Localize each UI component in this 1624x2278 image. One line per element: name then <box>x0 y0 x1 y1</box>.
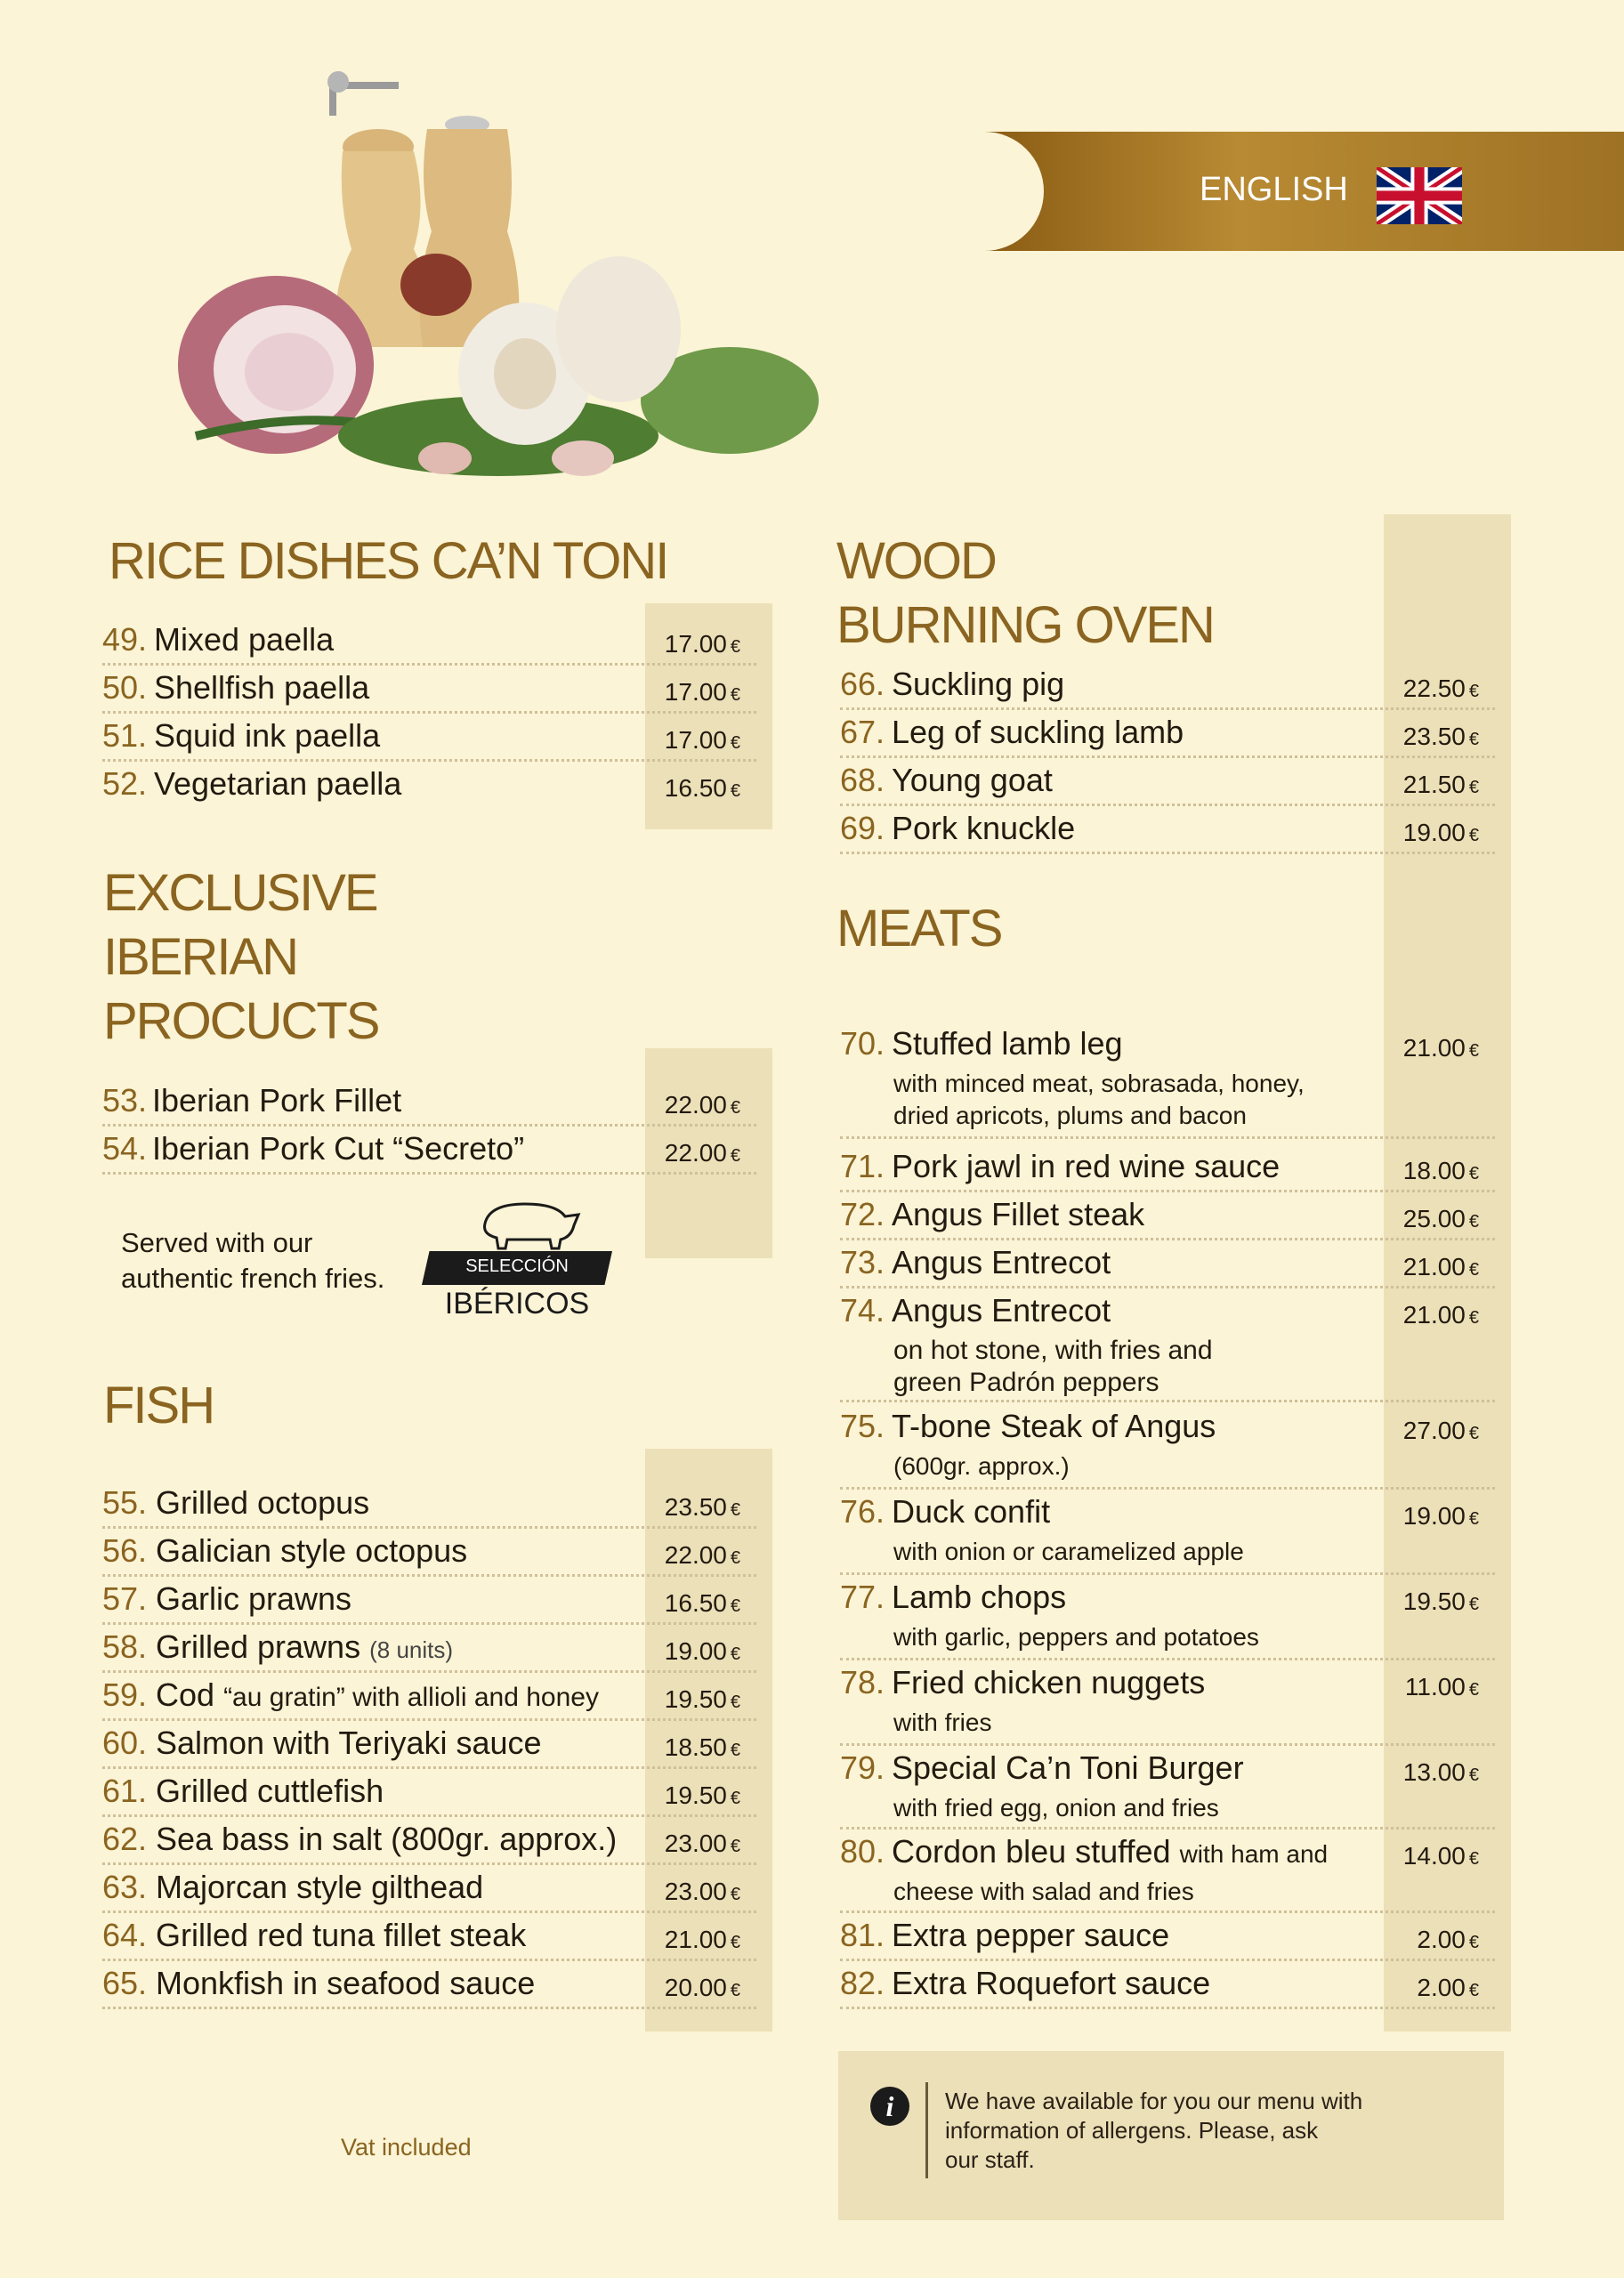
currency-symbol: € <box>730 1596 740 1616</box>
item-price: 21.00 <box>664 1926 727 1953</box>
item-number: 82. <box>840 1965 885 2001</box>
menu-item <box>102 1769 756 1817</box>
currency-symbol: € <box>1468 1765 1479 1785</box>
item-price: 14.00 <box>1402 1842 1466 1870</box>
menu-item <box>840 1192 1495 1240</box>
section-title-iberian: EXCLUSIVE IBERIAN PROCUCTS <box>103 864 379 1050</box>
currency-symbol: € <box>730 1741 740 1760</box>
item-price: 17.00 <box>664 726 727 754</box>
info-icon: i <box>870 2087 909 2126</box>
spices-illustration <box>160 62 836 489</box>
item-name: Galician style octopus <box>156 1532 468 1569</box>
section-title-fish: FISH <box>103 1377 214 1434</box>
item-name: Suckling pig <box>892 666 1065 702</box>
menu-item <box>840 1575 1495 1660</box>
item-extra: “au gratin” with allioli and honey <box>223 1683 599 1712</box>
menu-item <box>102 714 756 762</box>
item-name: Salmon with Teriyaki sauce <box>156 1725 542 1761</box>
item-number: 68. <box>840 762 885 798</box>
item-number: 58. <box>102 1628 148 1665</box>
item-name: Cordon bleu stuffed <box>892 1833 1171 1870</box>
uk-flag-icon <box>1377 167 1462 224</box>
item-number: 70. <box>840 1025 885 1062</box>
item-price: 27.00 <box>1402 1417 1466 1444</box>
item-price: 19.00 <box>1402 1502 1466 1530</box>
item-number: 62. <box>102 1821 148 1857</box>
menu-item <box>840 1660 1495 1746</box>
item-price: 18.00 <box>1402 1157 1466 1184</box>
currency-symbol: € <box>1468 1680 1479 1700</box>
item-name: Iberian Pork Fillet <box>152 1082 402 1119</box>
item-price: 19.50 <box>664 1781 727 1809</box>
item-number: 81. <box>840 1917 885 1953</box>
item-number: 65. <box>102 1965 148 2001</box>
item-number: 52. <box>102 765 148 802</box>
menu-item <box>840 1746 1495 1830</box>
menu-item <box>102 666 756 714</box>
item-price-wrap <box>665 1685 740 1714</box>
currency-symbol: € <box>730 1692 740 1712</box>
item-description: on hot stone, with fries and green Padrón peppers <box>893 1336 1213 1397</box>
item-number: 55. <box>102 1484 148 1521</box>
item-price: 16.50 <box>664 774 727 802</box>
item-price: 21.50 <box>1402 771 1466 798</box>
item-name: Vegetarian paella <box>154 765 402 802</box>
item-name: Lamb chops <box>892 1579 1067 1615</box>
menu-item <box>102 1913 756 1961</box>
item-price: 19.00 <box>1402 819 1466 846</box>
menu-item <box>102 1961 756 2009</box>
menu-item <box>102 1865 756 1913</box>
item-price-wrap <box>665 1974 740 2002</box>
item-number: 78. <box>840 1664 885 1700</box>
menu-item <box>840 1240 1495 1288</box>
item-number: 57. <box>102 1580 148 1617</box>
item-name: Grilled cuttlefish <box>156 1773 384 1809</box>
item-price-wrap <box>665 1830 740 1858</box>
currency-symbol: € <box>730 1981 740 2000</box>
item-price-wrap <box>1403 771 1479 799</box>
item-price-wrap <box>665 1733 740 1762</box>
menu-item <box>840 662 1495 710</box>
item-number: 63. <box>102 1869 148 1905</box>
item-name: Angus Fillet steak <box>892 1196 1145 1232</box>
item-name: T-bone Steak of Angus <box>892 1408 1216 1444</box>
menu-item <box>840 1288 1495 1402</box>
item-number: 67. <box>840 714 885 750</box>
currency-symbol: € <box>1468 1212 1479 1232</box>
item-price-wrap <box>665 1139 740 1167</box>
item-number: 66. <box>840 666 885 702</box>
item-description: cheese with salad and fries <box>893 1878 1194 1905</box>
item-number: 73. <box>840 1244 885 1280</box>
menu-item <box>102 1625 756 1673</box>
item-name: Majorcan style gilthead <box>156 1869 484 1905</box>
item-price: 19.50 <box>664 1685 727 1713</box>
item-price: 19.00 <box>664 1637 727 1665</box>
currency-symbol: € <box>730 1500 740 1520</box>
currency-symbol: € <box>730 1885 740 1904</box>
item-price: 21.00 <box>1402 1034 1466 1062</box>
item-price: 25.00 <box>1402 1205 1466 1232</box>
item-name: Grilled prawns <box>156 1628 361 1665</box>
badge-bottom-text: IBÉRICOS <box>444 1287 590 1321</box>
language-label: ENGLISH <box>1200 171 1348 208</box>
item-name: Cod <box>156 1676 215 1713</box>
item-price-wrap <box>665 1878 740 1906</box>
item-name: Sea bass in salt (800gr. approx.) <box>156 1821 618 1857</box>
item-price: 20.00 <box>664 1974 727 2001</box>
menu-item <box>102 1529 756 1577</box>
item-number: 74. <box>840 1292 885 1329</box>
badge-top-text: SELECCIÓN <box>465 1256 569 1276</box>
currency-symbol: € <box>1468 826 1479 845</box>
currency-symbol: € <box>730 685 740 705</box>
item-number: 69. <box>840 810 885 846</box>
menu-item <box>102 1127 756 1175</box>
section-title-rice: RICE DISHES CA’N TONI <box>109 532 668 590</box>
item-price: 11.00 <box>1404 1673 1466 1700</box>
menu-item <box>102 1673 756 1721</box>
item-price: 16.50 <box>664 1589 727 1617</box>
item-name: Mixed paella <box>154 621 335 658</box>
currency-symbol: € <box>730 733 740 753</box>
item-name: Stuffed lamb leg <box>892 1025 1123 1062</box>
item-description: with fried egg, onion and fries <box>893 1794 1219 1822</box>
menu-item <box>102 1721 756 1769</box>
currency-symbol: € <box>1468 1933 1479 1952</box>
item-number: 72. <box>840 1196 885 1232</box>
menu-item <box>102 1481 756 1529</box>
item-price: 13.00 <box>1402 1758 1466 1786</box>
item-name: Leg of suckling lamb <box>892 714 1184 750</box>
item-name: Squid ink paella <box>154 717 381 754</box>
menu-item <box>102 1817 756 1865</box>
item-price: 17.00 <box>664 630 727 658</box>
item-price: 21.00 <box>1402 1301 1466 1329</box>
item-price-wrap <box>665 678 740 707</box>
vat-note: Vat included <box>341 2134 472 2161</box>
item-name: Angus Entrecot <box>892 1292 1111 1329</box>
currency-symbol: € <box>730 1548 740 1568</box>
item-name: Iberian Pork Cut “Secreto” <box>152 1130 525 1167</box>
item-price-wrap <box>1403 1157 1479 1185</box>
currency-symbol: € <box>1468 1981 1479 2000</box>
item-price: 2.00 <box>1417 1974 1466 2001</box>
item-name: Duck confit <box>892 1493 1051 1530</box>
item-price: 22.50 <box>1402 675 1466 702</box>
item-name: Extra pepper sauce <box>892 1917 1170 1953</box>
item-number: 75. <box>840 1408 885 1444</box>
menu-item <box>840 1961 1495 2009</box>
item-number: 79. <box>840 1749 885 1786</box>
item-price: 2.00 <box>1417 1926 1466 1953</box>
pig-icon <box>472 1197 587 1250</box>
item-price-wrap <box>665 1589 740 1618</box>
item-name: Grilled red tuna fillet steak <box>156 1917 527 1953</box>
menu-item <box>840 710 1495 758</box>
item-price: 23.50 <box>1402 723 1466 750</box>
currency-symbol: € <box>1468 1308 1479 1328</box>
item-description: with onion or caramelized apple <box>893 1538 1244 1565</box>
item-price: 17.00 <box>664 678 727 706</box>
item-name: Extra Roquefort sauce <box>892 1965 1211 2001</box>
menu-item <box>840 1144 1495 1192</box>
menu-item <box>102 1577 756 1625</box>
item-price-wrap <box>665 1926 740 1954</box>
menu-item <box>840 806 1495 854</box>
menu-item <box>840 1830 1495 1913</box>
currency-symbol: € <box>1468 730 1479 749</box>
item-number: 53. <box>102 1082 148 1119</box>
item-price-wrap <box>1417 1974 1479 2002</box>
currency-symbol: € <box>730 1644 740 1664</box>
item-price-wrap <box>665 1781 740 1810</box>
item-price-wrap <box>665 1637 740 1666</box>
currency-symbol: € <box>1468 1164 1479 1183</box>
item-name-wrap <box>156 1628 453 1666</box>
item-name: Angus Entrecot <box>892 1244 1111 1280</box>
menu-item <box>840 1490 1495 1575</box>
item-price-wrap <box>1403 1502 1479 1531</box>
item-price: 23.00 <box>664 1878 727 1905</box>
currency-symbol: € <box>1468 1424 1479 1443</box>
item-price-wrap <box>1403 1034 1479 1062</box>
item-number: 60. <box>102 1725 148 1761</box>
divider <box>925 2082 928 2178</box>
item-name: Special Ca’n Toni Burger <box>892 1749 1244 1786</box>
item-name: Pork jawl in red wine sauce <box>892 1148 1281 1184</box>
item-name: Garlic prawns <box>156 1580 352 1617</box>
currency-symbol: € <box>1468 1595 1479 1614</box>
menu-item <box>102 1078 756 1127</box>
currency-symbol: € <box>730 1146 740 1166</box>
currency-symbol: € <box>730 1933 740 1952</box>
currency-symbol: € <box>1468 1041 1479 1061</box>
item-price-wrap <box>1403 1301 1479 1329</box>
item-price-wrap <box>1403 1842 1479 1870</box>
item-name: Fried chicken nuggets <box>892 1664 1206 1700</box>
item-price-wrap <box>1403 723 1479 751</box>
item-price: 23.50 <box>664 1493 727 1521</box>
menu-item <box>840 1913 1495 1961</box>
item-number: 50. <box>102 669 148 706</box>
item-price: 21.00 <box>1402 1253 1466 1280</box>
menu-item <box>840 758 1495 806</box>
currency-symbol: € <box>730 1789 740 1808</box>
item-description: (600gr. approx.) <box>893 1452 1070 1480</box>
item-description: with fries <box>893 1708 992 1736</box>
item-price-wrap <box>665 630 740 658</box>
item-price-wrap <box>1417 1926 1479 1954</box>
item-number: 77. <box>840 1579 885 1615</box>
item-number: 80. <box>840 1833 885 1870</box>
item-price-wrap <box>1403 1758 1479 1787</box>
item-name: Grilled octopus <box>156 1484 370 1521</box>
item-number: 56. <box>102 1532 148 1569</box>
item-description: with garlic, peppers and potatoes <box>893 1623 1259 1651</box>
item-number: 59. <box>102 1676 148 1713</box>
item-number: 64. <box>102 1917 148 1953</box>
item-price-wrap <box>1403 819 1479 847</box>
item-price-wrap <box>665 1493 740 1522</box>
item-name: Pork knuckle <box>892 810 1076 846</box>
currency-symbol: € <box>730 637 740 657</box>
currency-symbol: € <box>730 1098 740 1118</box>
currency-symbol: € <box>1468 1509 1479 1529</box>
item-price-wrap <box>665 774 740 803</box>
item-number: 49. <box>102 621 148 658</box>
item-number: 61. <box>102 1773 148 1809</box>
item-name: Young goat <box>892 762 1053 798</box>
item-price-wrap <box>1405 1673 1479 1701</box>
currency-symbol: € <box>1468 1849 1479 1869</box>
item-price-wrap <box>665 726 740 755</box>
item-price: 22.00 <box>664 1139 727 1167</box>
iberian-note: Served with our authentic french fries. <box>121 1227 385 1294</box>
item-name-wrap <box>156 1676 599 1714</box>
item-extra: (8 units) <box>369 1636 454 1663</box>
currency-symbol: € <box>1468 778 1479 797</box>
section-title-oven: WOOD BURNING OVEN <box>836 532 1214 654</box>
item-price-wrap <box>1403 1205 1479 1233</box>
item-price-wrap <box>1403 1417 1479 1445</box>
section-title-meats: MEATS <box>836 900 1002 957</box>
item-price-wrap <box>665 1541 740 1570</box>
item-number: 76. <box>840 1493 885 1530</box>
item-name: Shellfish paella <box>154 669 370 706</box>
item-number: 51. <box>102 717 148 754</box>
currency-symbol: € <box>730 781 740 801</box>
menu-item <box>102 762 756 810</box>
item-price: 22.00 <box>664 1541 727 1569</box>
item-number: 54. <box>102 1130 148 1167</box>
menu-item <box>102 618 756 666</box>
menu-item <box>840 1404 1495 1490</box>
item-name-wrap <box>892 1833 1328 1870</box>
currency-symbol: € <box>730 1837 740 1856</box>
item-price-wrap <box>1403 1587 1479 1616</box>
item-price-wrap <box>665 1091 740 1119</box>
item-price-wrap <box>1403 675 1479 703</box>
item-price: 23.00 <box>664 1830 727 1857</box>
currency-symbol: € <box>1468 1260 1479 1280</box>
item-number: 71. <box>840 1148 885 1184</box>
item-price: 19.50 <box>1402 1587 1466 1615</box>
allergen-notice-text: We have available for you our menu with information of allergens. Please, ask our staff. <box>945 2088 1363 2173</box>
item-price-wrap <box>1403 1253 1479 1281</box>
currency-symbol: € <box>1468 682 1479 701</box>
item-price: 18.50 <box>664 1733 727 1761</box>
item-name: Monkfish in seafood sauce <box>156 1965 536 2001</box>
item-extra: with ham and <box>1179 1840 1329 1868</box>
item-description: with minced meat, sobrasada, honey, dried apricots, plums and bacon <box>893 1070 1305 1129</box>
menu-item <box>840 1022 1495 1139</box>
item-price: 22.00 <box>664 1091 727 1119</box>
